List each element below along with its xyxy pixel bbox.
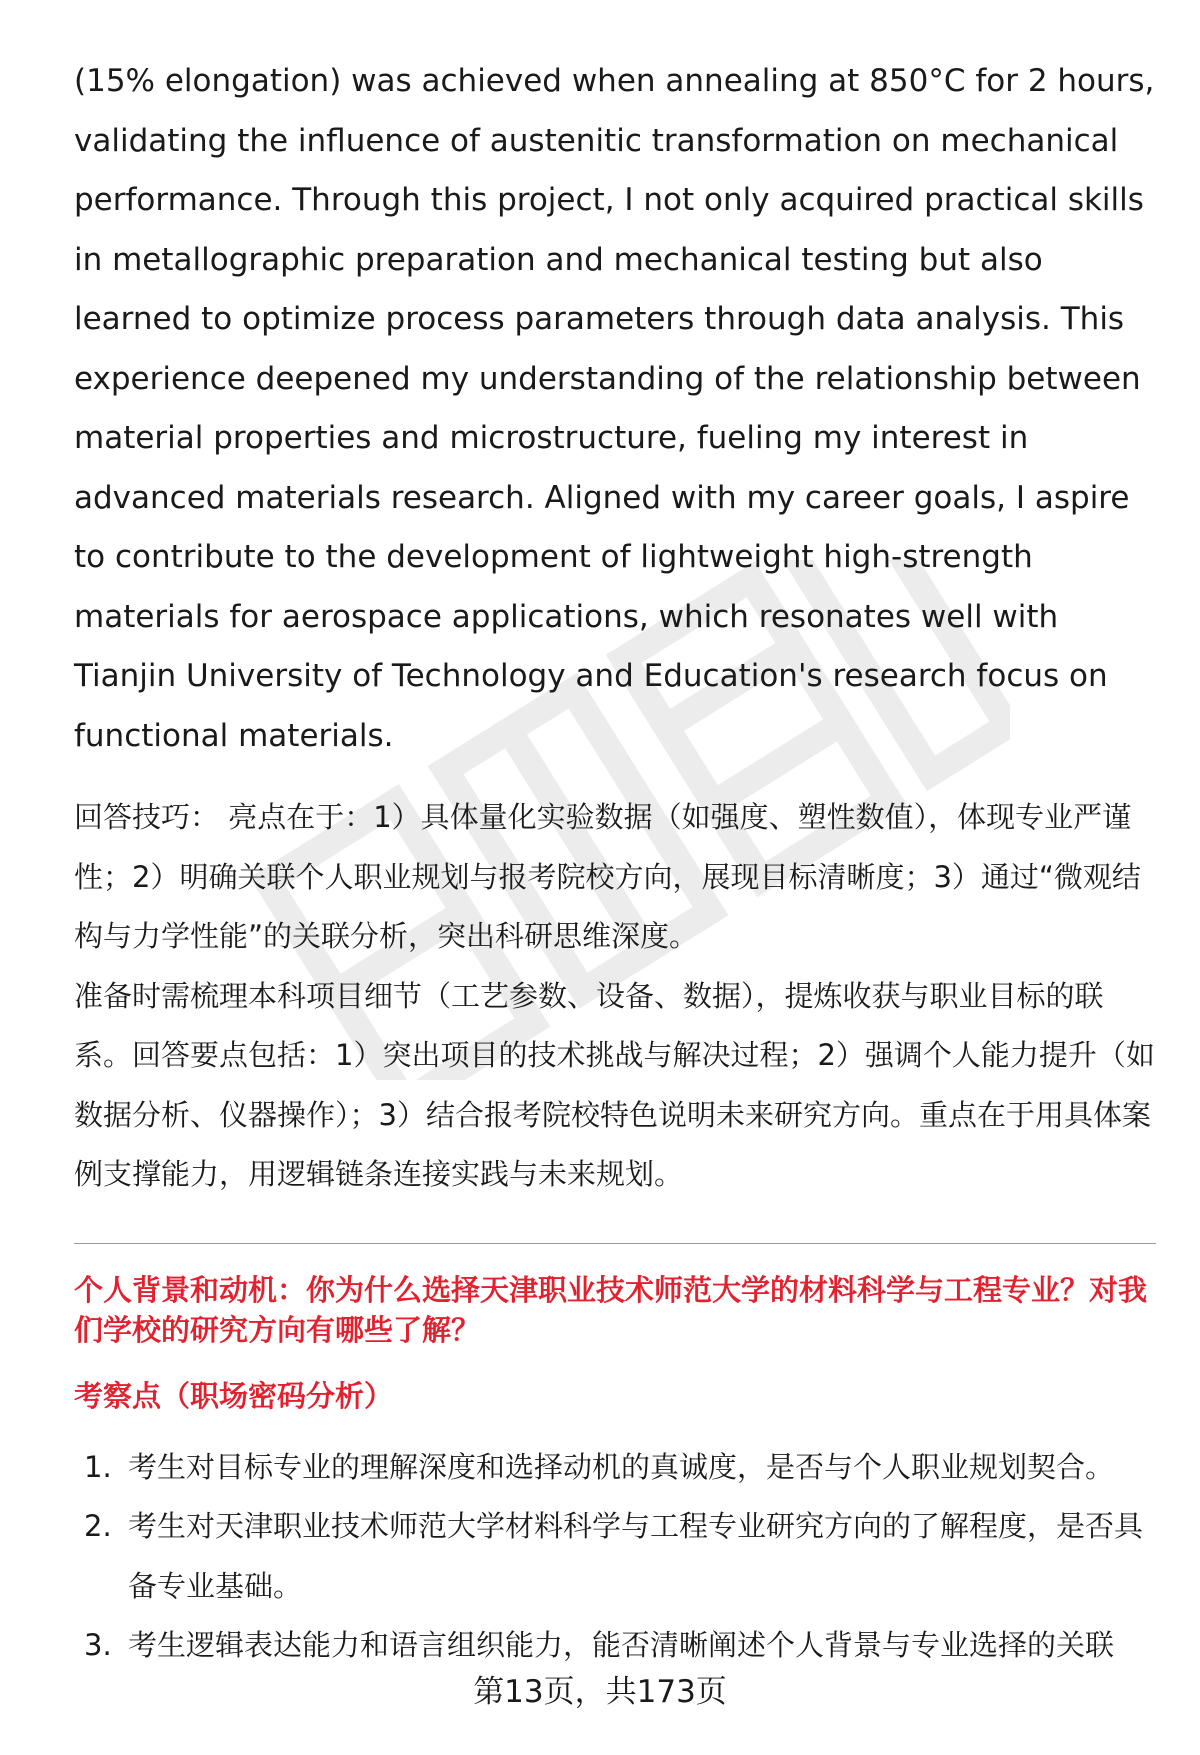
list-item: [74, 1438, 1156, 1498]
list-text: 考生逻辑表达能力和语言组织能力，能否清晰阐述个人背景与专业选择的关联: [128, 1628, 1115, 1662]
page-content: [74, 52, 1156, 1676]
analysis-title: 考察点（职场密码分析）: [74, 1378, 394, 1413]
tips-paragraph: 回答技巧： 亮点在于：1）具体量化实验数据（如强度、塑性数值），体现专业严谨性；2）明确关联个人职业规划与报考院校方向，展现目标清晰度；3）通过“微观结构与力学性能”的关联分析，突出科研思维深度。: [74, 800, 1141, 953]
english-paragraph: (15% elongation) was achieved when annealing at 850°C for 2 hours, validating the influence of austenitic transformation on mechanical performance. Through this project, I not only acquired practical skills in metallographic preparation and mechanical testing but also learned to optimize process parameters through data analysis. This experience deepened my understanding of the relationship between material properties and microstructure, fueling my interest in advanced materials research. Aligned with my career goals, I aspire to contribute to the development of lightweight high-strength materials for aerospace applications, which resonates well with Tianjin University of Technology and Education's research focus on functional materials.: [74, 63, 1155, 754]
answer-notes: [74, 788, 1156, 1205]
list-text: 考生对目标专业的理解深度和选择动机的真诚度，是否与个人职业规划契合。: [128, 1449, 1115, 1484]
section-divider: [74, 1243, 1156, 1244]
question-title: 个人背景和动机：你为什么选择天津职业技术师范大学的材料科学与工程专业？对我们学校的研究方向有哪些了解？: [74, 1272, 1148, 1347]
page-number: 第13页，共173页: [473, 1674, 727, 1710]
list-number: 1.: [84, 1449, 112, 1484]
list-item: [74, 1497, 1156, 1616]
list-text: 考生对天津职业技术师范大学材料科学与工程专业研究方向的了解程度，是否具备专业基础。: [128, 1509, 1144, 1603]
prep-paragraph: 准备时需梳理本科项目细节（工艺参数、设备、数据），提炼收获与职业目标的联系。回答要点包括：1）突出项目的技术挑战与解决过程；2）强调个人能力提升（如数据分析、仪器操作）；3）结合报考院校特色说明未来研究方向。重点在于用具体案例支撑能力，用逻辑链条连接实践与未来规划。: [74, 978, 1155, 1191]
list-number: 2.: [84, 1509, 112, 1543]
list-number: 3.: [84, 1628, 112, 1662]
list-item: [74, 1616, 1156, 1676]
analysis-points: [74, 1438, 1156, 1676]
